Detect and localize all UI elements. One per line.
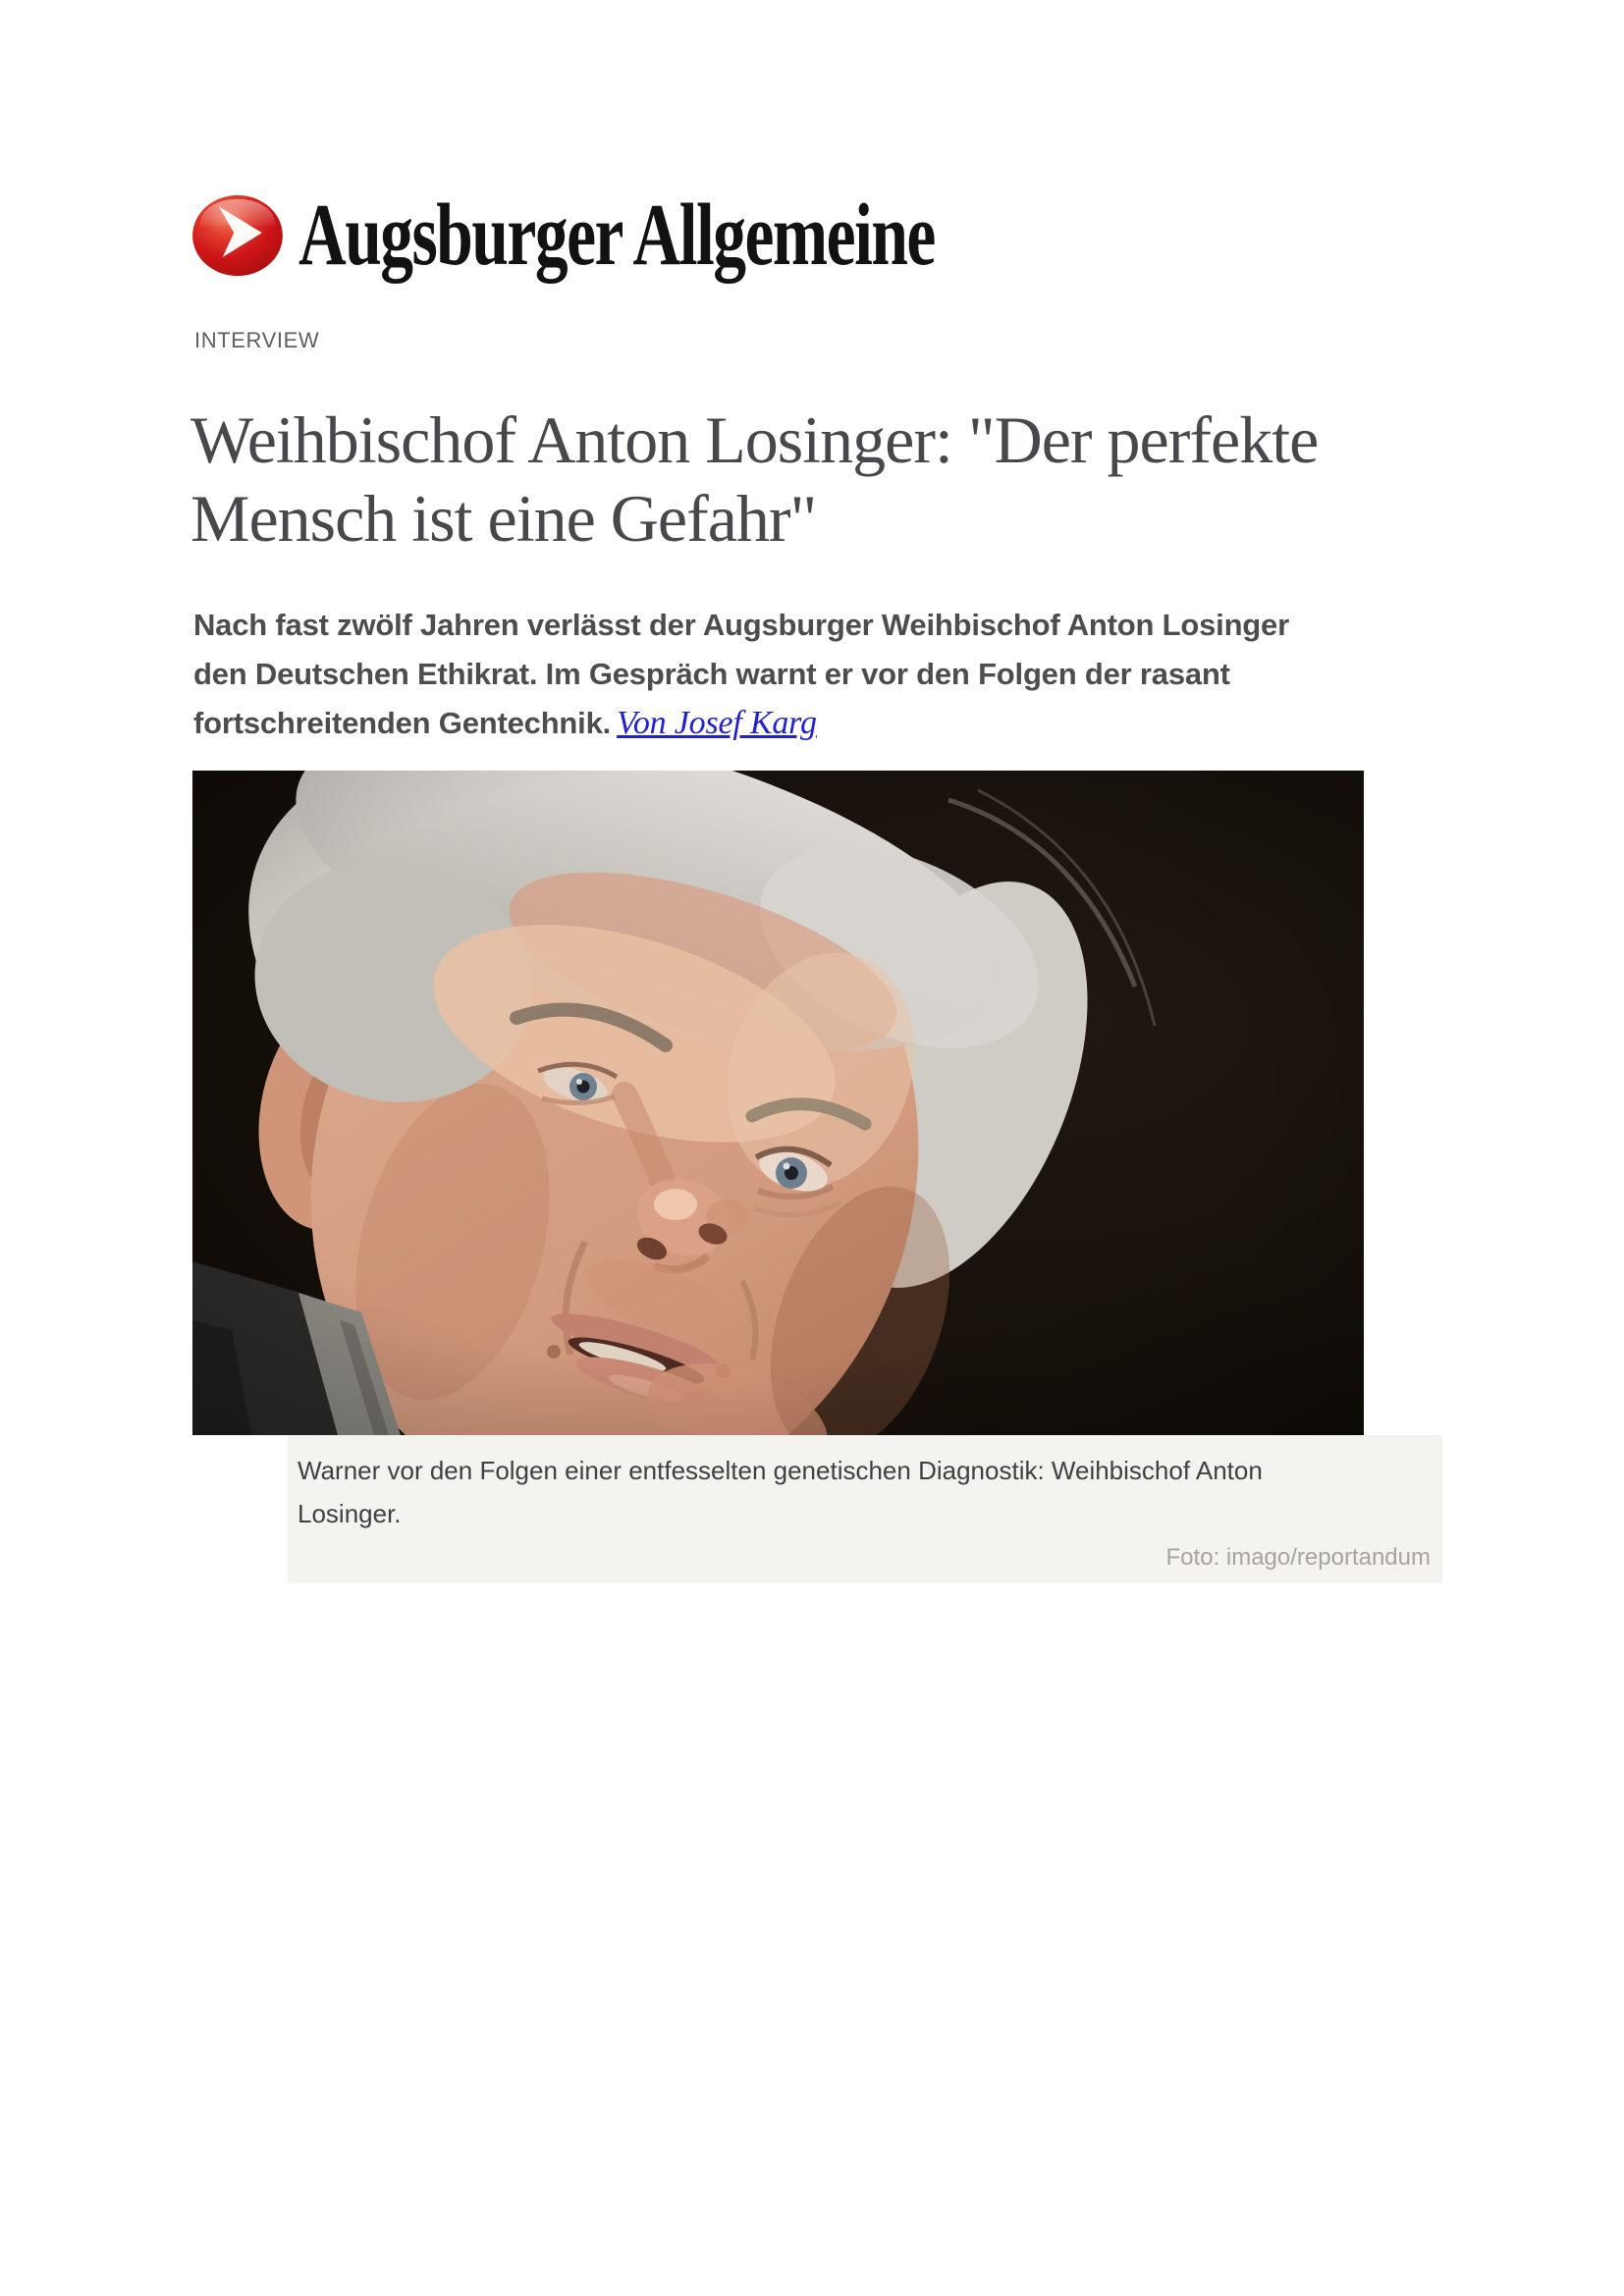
caption-line-2: Losinger. — [298, 1499, 402, 1528]
lead-line-3 — [193, 699, 1470, 748]
caption-line-1: Warner vor den Folgen einer entfesselten genetischen Diagnostik: Weihbischof Anton — [298, 1456, 1263, 1485]
masthead — [190, 187, 1147, 284]
article-headline — [190, 400, 1467, 558]
lead-line-1: Nach fast zwölf Jahren verlässt der Augsburger Weihbischof Anton Losinger — [193, 608, 1289, 642]
photo-caption — [298, 1449, 1431, 1535]
author-link[interactable]: Von Josef Karg — [617, 705, 817, 741]
brand-name: Augsburger Allgemeine — [298, 187, 935, 284]
portrait-photo — [192, 771, 1364, 1435]
photo-credit: Foto: imago/reportandum — [1165, 1544, 1431, 1571]
lead-line-2: den Deutschen Ethikrat. Im Gespräch warnt er vor den Folgen der rasant — [193, 657, 1230, 691]
brand-logo — [190, 193, 285, 278]
headline-line-2: Mensch ist eine Gefahr" — [190, 481, 817, 556]
portrait-illustration — [192, 771, 1364, 1435]
headline-line-1: Weihbischof Anton Losinger: "Der perfekte — [190, 402, 1319, 477]
arrow-right-logo-icon — [190, 193, 285, 278]
article-lead — [193, 601, 1470, 748]
photo-caption-box — [288, 1435, 1442, 1583]
article-kicker: INTERVIEW — [194, 328, 320, 352]
lead-line-3-text: fortschreitenden Gentechnik. — [193, 706, 612, 740]
